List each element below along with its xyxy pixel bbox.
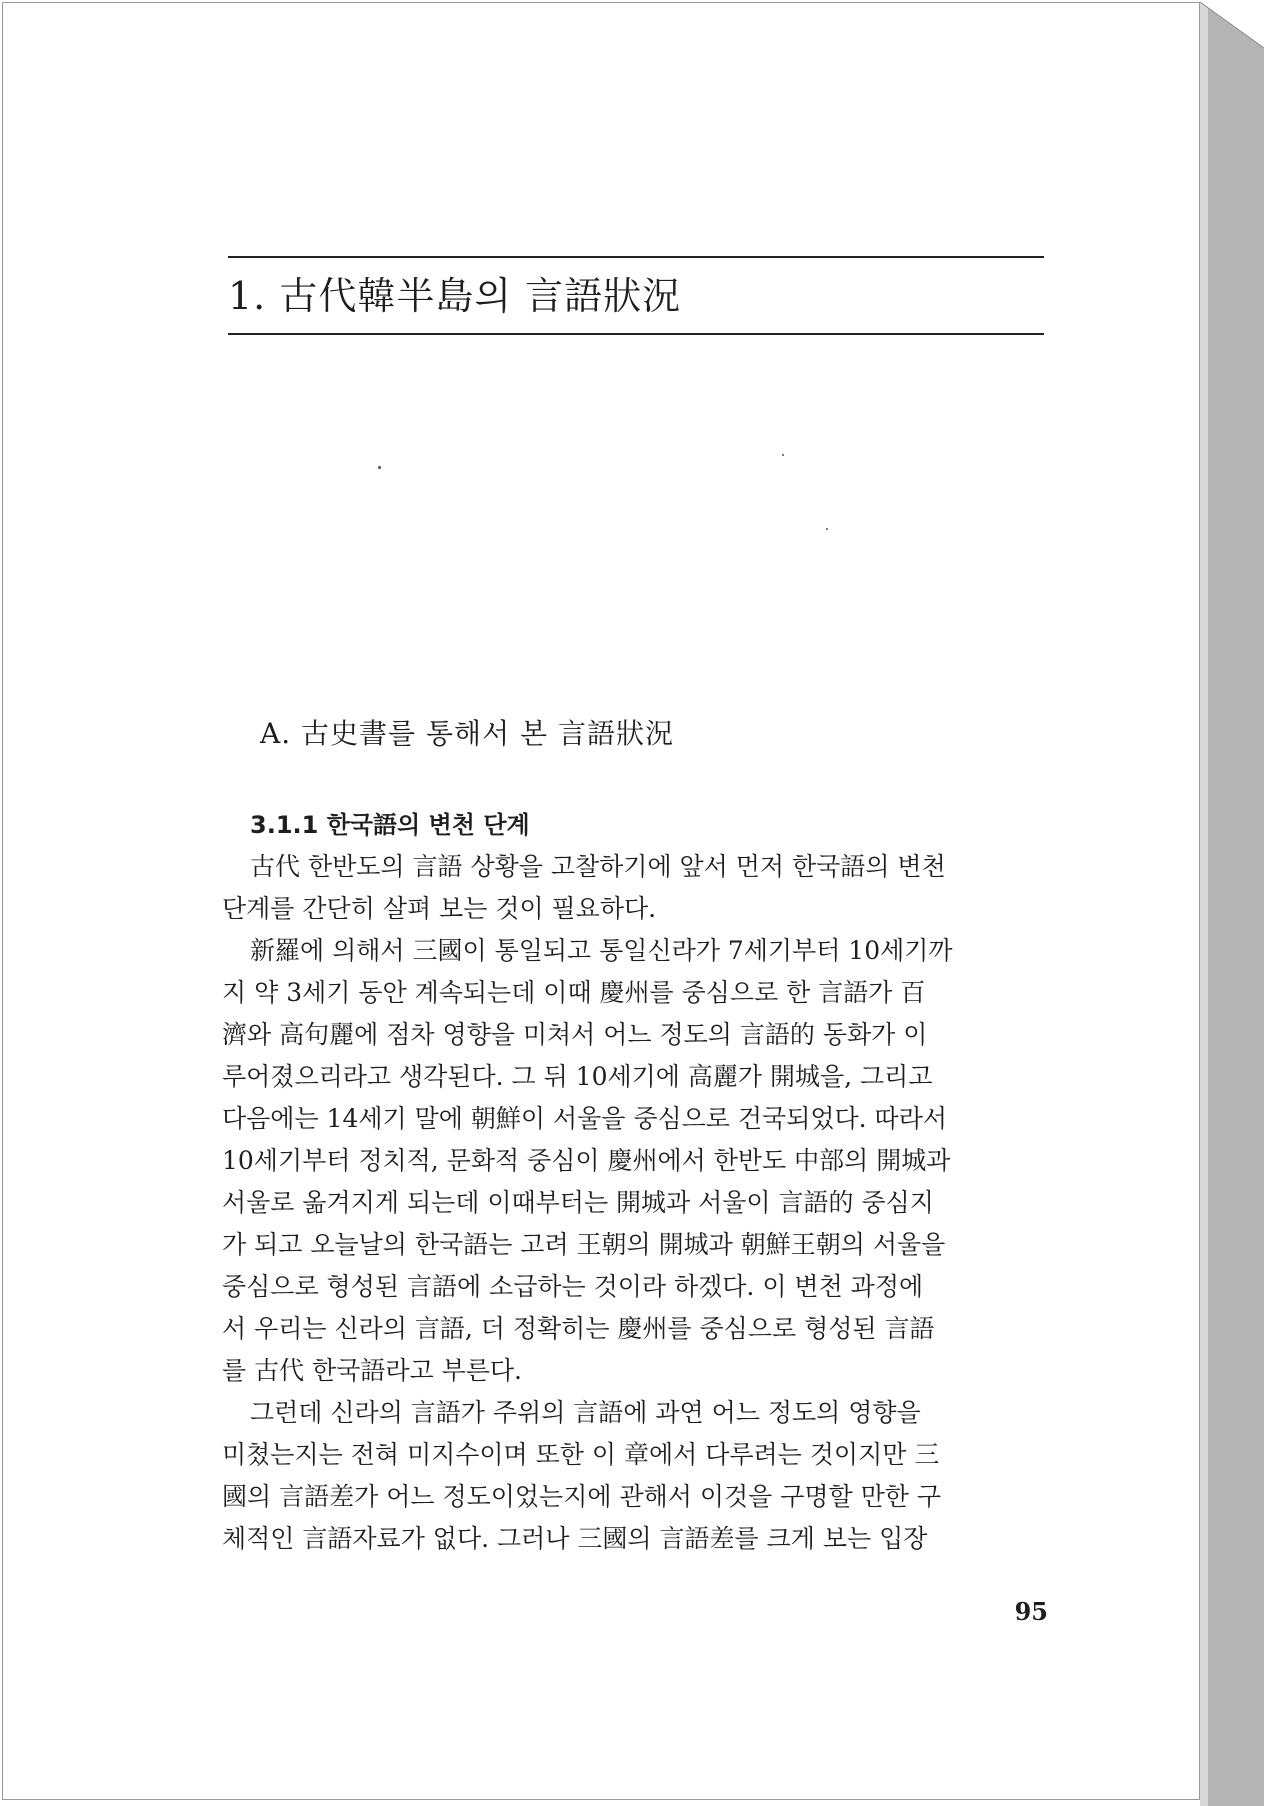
body-line: 서울로 옮겨지게 되는데 이때부터는 開城과 서울이 言語的 중심지 [222,1188,934,1217]
scan-speck [378,466,381,469]
page-stack-edge [1200,0,1264,1806]
body-line: 新羅에 의해서 三國이 통일되고 통일신라가 7세기부터 10세기까 [250,936,953,965]
body-line: 체적인 言語자료가 없다. 그러나 三國의 言語差를 크게 보는 입장 [222,1524,928,1553]
chapter-rule-bottom [228,333,1044,335]
body-line: 가 되고 오늘날의 한국語는 고려 王朝의 開城과 朝鮮王朝의 서울을 [222,1230,946,1259]
body-line: 서 우리는 신라의 言語, 더 정확히는 慶州를 중심으로 형성된 言語 [222,1314,935,1343]
body-line: 國의 言語差가 어느 정도이었는지에 관해서 이것을 구명할 만한 구 [222,1482,942,1511]
body-line: 지 약 3세기 동안 계속되는데 이때 慶州를 중심으로 한 言語가 百 [222,978,926,1007]
section-title: A. 古史書를 통해서 본 言語狀況 [260,717,674,750]
body-line: 古代 한반도의 言語 상황을 고찰하기에 앞서 먼저 한국語의 변천 [250,852,946,881]
body-line: 濟와 高句麗에 점차 영향을 미쳐서 어느 정도의 言語的 동화가 이 [222,1020,928,1049]
scan-speck [782,454,784,456]
chapter-title: 1. 古代韓半島의 言語狀況 [228,274,682,318]
scan-speck [826,528,828,530]
chapter-rule-top [228,256,1044,258]
body-text [222,846,1048,1560]
body-line: 10세기부터 정치적, 문화적 중심이 慶州에서 한반도 中部의 開城과 [222,1146,951,1175]
body-line: 그런데 신라의 言語가 주위의 言語에 과연 어느 정도의 영향을 [250,1398,921,1427]
body-line: 를 古代 한국語라고 부른다. [222,1356,522,1385]
body-line: 단계를 간단히 살펴 보는 것이 필요하다. [222,894,657,923]
body-line: 미쳤는지는 전혀 미지수이며 또한 이 章에서 다루려는 것이지만 三 [222,1440,940,1469]
body-line: 루어졌으리라고 생각된다. 그 뒤 10세기에 高麗가 開城을, 그리고 [222,1062,933,1091]
subsection-title: 3.1.1 한국語의 변천 단계 [250,811,530,839]
body-line: 다음에는 14세기 말에 朝鮮이 서울을 중심으로 건국되었다. 따라서 [222,1104,947,1133]
page-number: 95 [1014,1597,1048,1626]
body-line: 중심으로 형성된 言語에 소급하는 것이라 하겠다. 이 변천 과정에 [222,1272,924,1301]
